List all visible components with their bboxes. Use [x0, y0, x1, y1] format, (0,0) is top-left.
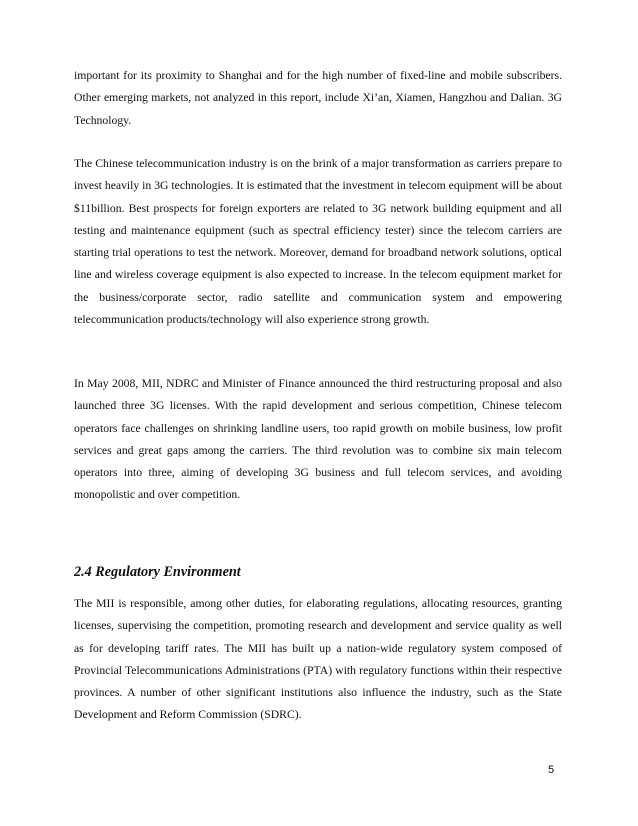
- paragraph-markets: important for its proximity to Shanghai and for the high number of fixed-line and mobile subscribers. Other emerging markets, not analyzed in this report, include Xi’an, Xiamen, Hangzhou and Dalian. 3G Technology.: [74, 69, 562, 127]
- paragraph-restructuring: In May 2008, MII, NDRC and Minister of Finance announced the third restructuring proposal and also launched three 3G licenses. With the rapid development and serious competition, Chinese telecom operators face challenges on shrinking landline users, too rapid growth on mobile business, low profit services and great gaps among the carriers. The third revolution was to combine six main telecom operators into three, aiming of developing 3G business and full telecom services, and avoiding monopolistic and over competition.: [74, 377, 562, 502]
- paragraph-3g-investment: The Chinese telecommunication industry is on the brink of a major transformation as carriers prepare to invest heavily in 3G technologies. It is estimated that the investment in telecom equipment will be about $11billion. Best prospects for foreign exporters are related to 3G network building equipment and all testing and maintenance equipment (such as spectral efficiency tester) since the telecom carriers are starting trial operations to test the network. Moreover, demand for broadband network solutions, optical line and wireless coverage equipment is also expected to increase. In the telecom equipment market for the business/corporate sector, radio satellite and communication system and empowering telecommunication products/technology will also experience strong growth.: [74, 157, 562, 327]
- page-number: 5: [548, 764, 555, 776]
- paragraph-regulatory: The MII is responsible, among other duties, for elaborating regulations, allocating resources, granting licenses, supervising the competition, promoting research and development and service quality as well as for developing tariff rates. The MII has built up a nation-wide regulatory system composed of Provincial Telecommunications Administrations (PTA) with regulatory functions within their respective provinces. A number of other significant institutions also influence the industry, such as the State Development and Reform Commission (SDRC).: [74, 597, 562, 722]
- section-heading: 2.4 Regulatory Environment: [74, 564, 241, 580]
